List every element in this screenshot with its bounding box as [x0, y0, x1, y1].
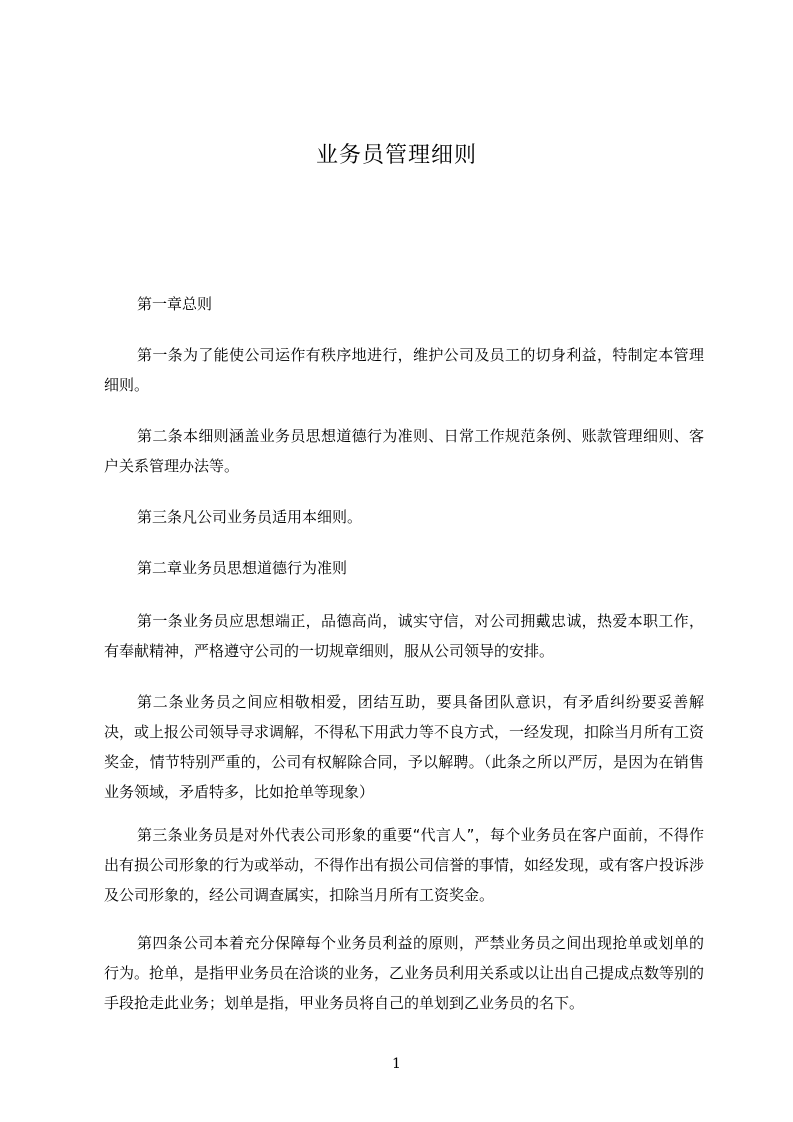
chapter-2-article-4: 第四条公司本着充分保障每个业务员利益的原则，严禁业务员之间出现抢单或划单的行为。抢单，是指甲业务员在洽谈的业务，乙业务员利用关系或以让出自己提成点数等别的手段抢走此业务；划单是指，甲业务员将自己的单划到乙业务员的名下。: [104, 934, 705, 1012]
chapter-1-article-3: 第三条凡公司业务员适用本细则。: [137, 508, 363, 526]
chapter-1-heading: 第一章总则: [137, 295, 213, 313]
page-number: 1: [392, 1056, 401, 1072]
chapter-2-article-3: 第三条业务员是对外代表公司形象的重要“代言人”，每个业务员在客户面前，不得作出有损公司形象的行为或举动，不得作出有损公司信誉的事情，如经发现，或有客户投诉涉及公司形象的，经公司调查属实，扣除当月所有工资奖金。: [104, 826, 705, 904]
chapter-2-article-2: 第二条业务员之间应相敬相爱，团结互助，要具备团队意识，有矛盾纠纷要妥善解决，或上报公司领导寻求调解，不得私下用武力等不良方式，一经发现，扣除当月所有工资奖金，情节特别严重的，公司有权解除合同，予以解聘。（此条之所以严厉，是因为在销售业务领域，矛盾特多，比如抢单等现象）: [104, 693, 705, 801]
chapter-1-article-2: 第二条本细则涵盖业务员思想道德行为准则、日常工作规范条例、账款管理细则、客户关系管理办法等。: [104, 427, 704, 475]
chapter-2-article-1: 第一条业务员应思想端正，品德高尚，诚实守信，对公司拥戴忠诚，热爱本职工作，有奉献精神，严格遵守公司的一切规章细则，服从公司领导的安排。: [104, 612, 704, 660]
chapter-2-heading: 第二章业务员思想道德行为准则: [137, 559, 348, 577]
chapter-1-article-1: 第一条为了能使公司运作有秩序地进行，维护公司及员工的切身利益，特制定本管理细则。: [104, 346, 704, 394]
document-title: 业务员管理细则: [315, 143, 477, 168]
